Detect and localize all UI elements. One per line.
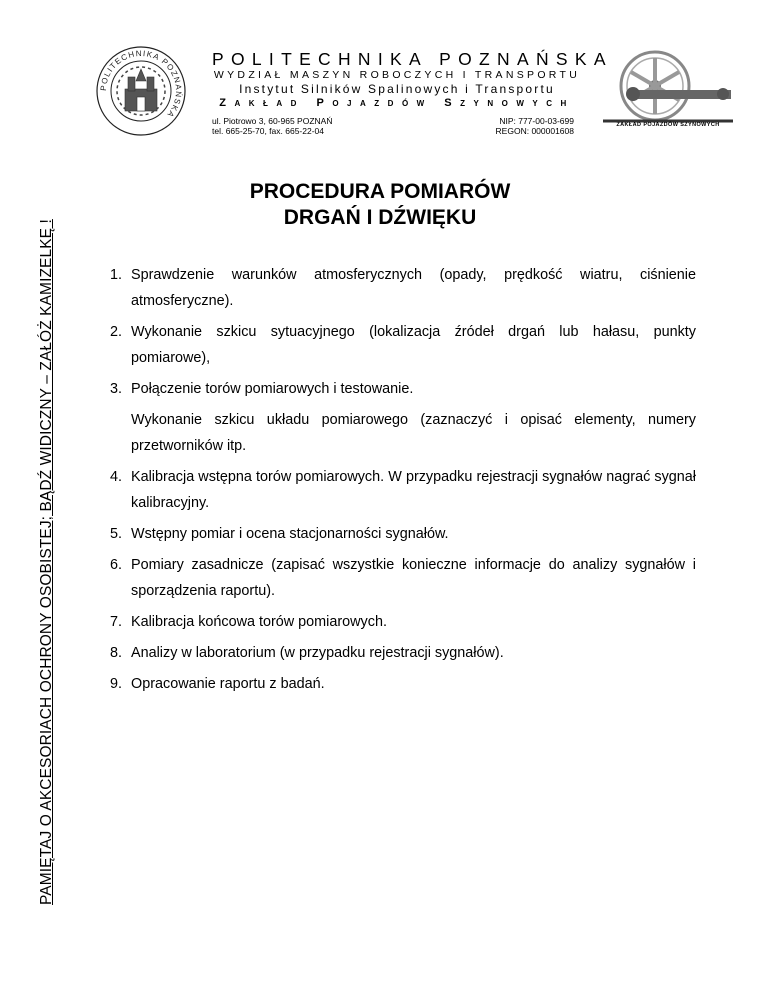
tax-ids-block bbox=[440, 116, 574, 136]
university-name: POLITECHNIKA POZNAŃSKA bbox=[212, 49, 613, 69]
safety-side-note: PAMIĘTAJ O AKCESORIACH OCHRONY OSOBISTEJ; BĄDŹ WIDICZNY – ZAŁÓŻ KAMIZELKĘ ! bbox=[38, 219, 55, 905]
list-item: 1. Sprawdzenie warunków atmosferycznych (opady, prędkość wiatru, ciśnienie atmosferyczne). bbox=[110, 267, 696, 309]
step-3-note: Wykonanie szkicu układu pomiarowego (zaznaczyć i opisać elementy, numery przetworników itp. bbox=[131, 412, 696, 454]
department-name: Zakład Pojazdów Szynowych bbox=[219, 97, 575, 109]
title-line-2: DRGAŃ I DŹWIĘKU bbox=[283, 206, 477, 229]
institute-name: Instytut Silników Spalinowych i Transportu bbox=[239, 82, 555, 96]
list-item: 8. Analizy w laboratorium (w przypadku rejestracji sygnałów). bbox=[110, 645, 504, 661]
procedure-steps-list bbox=[110, 262, 696, 702]
address-street: ul. Piotrowo 3, 60-965 POZNAŃ bbox=[212, 116, 333, 126]
list-item: 5. Wstępny pomiar i ocena stacjonarności sygnałów. bbox=[110, 526, 449, 542]
list-item: 6. Pomiary zasadnicze (zapisać wszystkie konieczne informacje do analizy sygnałów i sporządzenia raportu). bbox=[110, 557, 696, 599]
nip-number: NIP: 777-00-03-699 bbox=[499, 116, 574, 126]
seal-ring-text: POLITECHNIKA POZNAŃSKA bbox=[98, 48, 184, 120]
university-seal-logo bbox=[95, 45, 187, 137]
faculty-name: WYDZIAŁ MASZYN ROBOCZYCH I TRANSPORTU bbox=[213, 69, 581, 81]
title-line-1: PROCEDURA POMIARÓW bbox=[249, 180, 511, 203]
department-logo-caption: ZAKŁAD POJAZDÓW SZYNOWYCH bbox=[616, 122, 720, 128]
regon-number: REGON: 000001608 bbox=[495, 126, 574, 136]
address-phone: tel. 665-25-70, fax. 665-22-04 bbox=[212, 126, 324, 136]
list-item: 9. Opracowanie raportu z badań. bbox=[110, 676, 325, 692]
address-block bbox=[212, 116, 332, 136]
list-item: 2. Wykonanie szkicu sytuacyjnego (lokalizacja źródeł drgań lub hałasu, punkty pomiarowe), bbox=[110, 324, 696, 366]
list-item: 7. Kalibracja końcowa torów pomiarowych. bbox=[110, 614, 387, 630]
document-title bbox=[160, 179, 600, 231]
list-item: 4. Kalibracja wstępna torów pomiarowych. W przypadku rejestracji sygnałów nagrać sygnał kalibracyjny. bbox=[110, 469, 696, 511]
list-item: 3. Połączenie torów pomiarowych i testowanie. Wykonanie szkicu układu pomiarowego (zaznaczyć i opisać elementy, numery przetworników itp. bbox=[110, 376, 696, 459]
